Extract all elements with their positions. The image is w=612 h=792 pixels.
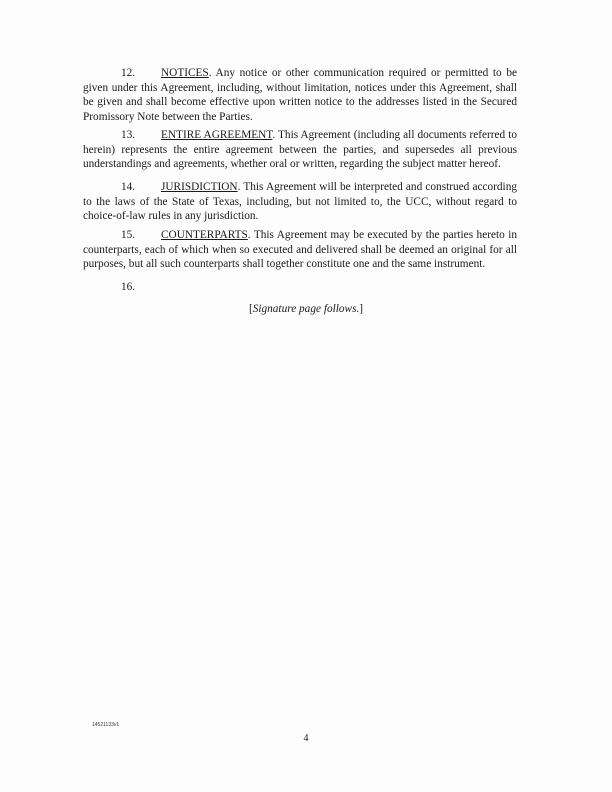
section-paragraph: [83, 66, 517, 124]
section-number: 16.: [121, 281, 136, 293]
section-16: [83, 280, 517, 295]
section-entire-agreement: [83, 128, 517, 172]
section-heading: COUNTERPARTS: [161, 229, 248, 241]
section-paragraph: [83, 180, 517, 224]
section-heading: JURISDICTION: [161, 181, 238, 193]
document-id: 14521133v1: [92, 722, 120, 728]
section-number: 14.: [121, 181, 136, 193]
section-paragraph: [83, 228, 517, 272]
section-paragraph: [83, 280, 517, 295]
section-body: . This Agreement will be interpreted and construed according to the laws of the State of Texas, including, but not limited to, the UCC, without regard to choice-of-law rules in any jurisdiction.: [83, 181, 517, 223]
section-paragraph: [83, 128, 517, 172]
signature-page-note: [0, 303, 612, 315]
close-bracket: ]: [359, 303, 364, 315]
section-body: . This Agreement may be executed by the parties hereto in counterparts, each of which when so executed and delivered shall be deemed an original for all purposes, but all such counterparts shall together constitute one and the same instrument.: [83, 229, 517, 271]
section-counterparts: [83, 228, 517, 272]
section-number: 13.: [121, 129, 136, 141]
section-jurisdiction: [83, 180, 517, 224]
section-notices: [83, 66, 517, 124]
section-heading: NOTICES: [161, 67, 209, 79]
section-body: . Any notice or other communication required or permitted to be given under this Agreement, including, without limitation, notices under this Agreement, shall be given and shall become effective upon written notice to the addresses listed in the Secured Promissory Note between the Parties.: [83, 67, 517, 123]
open-bracket: [: [248, 303, 253, 315]
page-number: 4: [303, 733, 309, 744]
section-number: 12.: [121, 67, 136, 79]
section-number: 15.: [121, 229, 136, 241]
section-heading: ENTIRE AGREEMENT: [161, 129, 273, 141]
section-body: . This Agreement (including all documents referred to herein) represents the entire agreement between the parties, and supersedes all previous understandings and agreements, whether oral or written, regarding the subject matter hereof.: [83, 129, 517, 171]
signature-note-text: Signature page follows.: [252, 303, 360, 315]
